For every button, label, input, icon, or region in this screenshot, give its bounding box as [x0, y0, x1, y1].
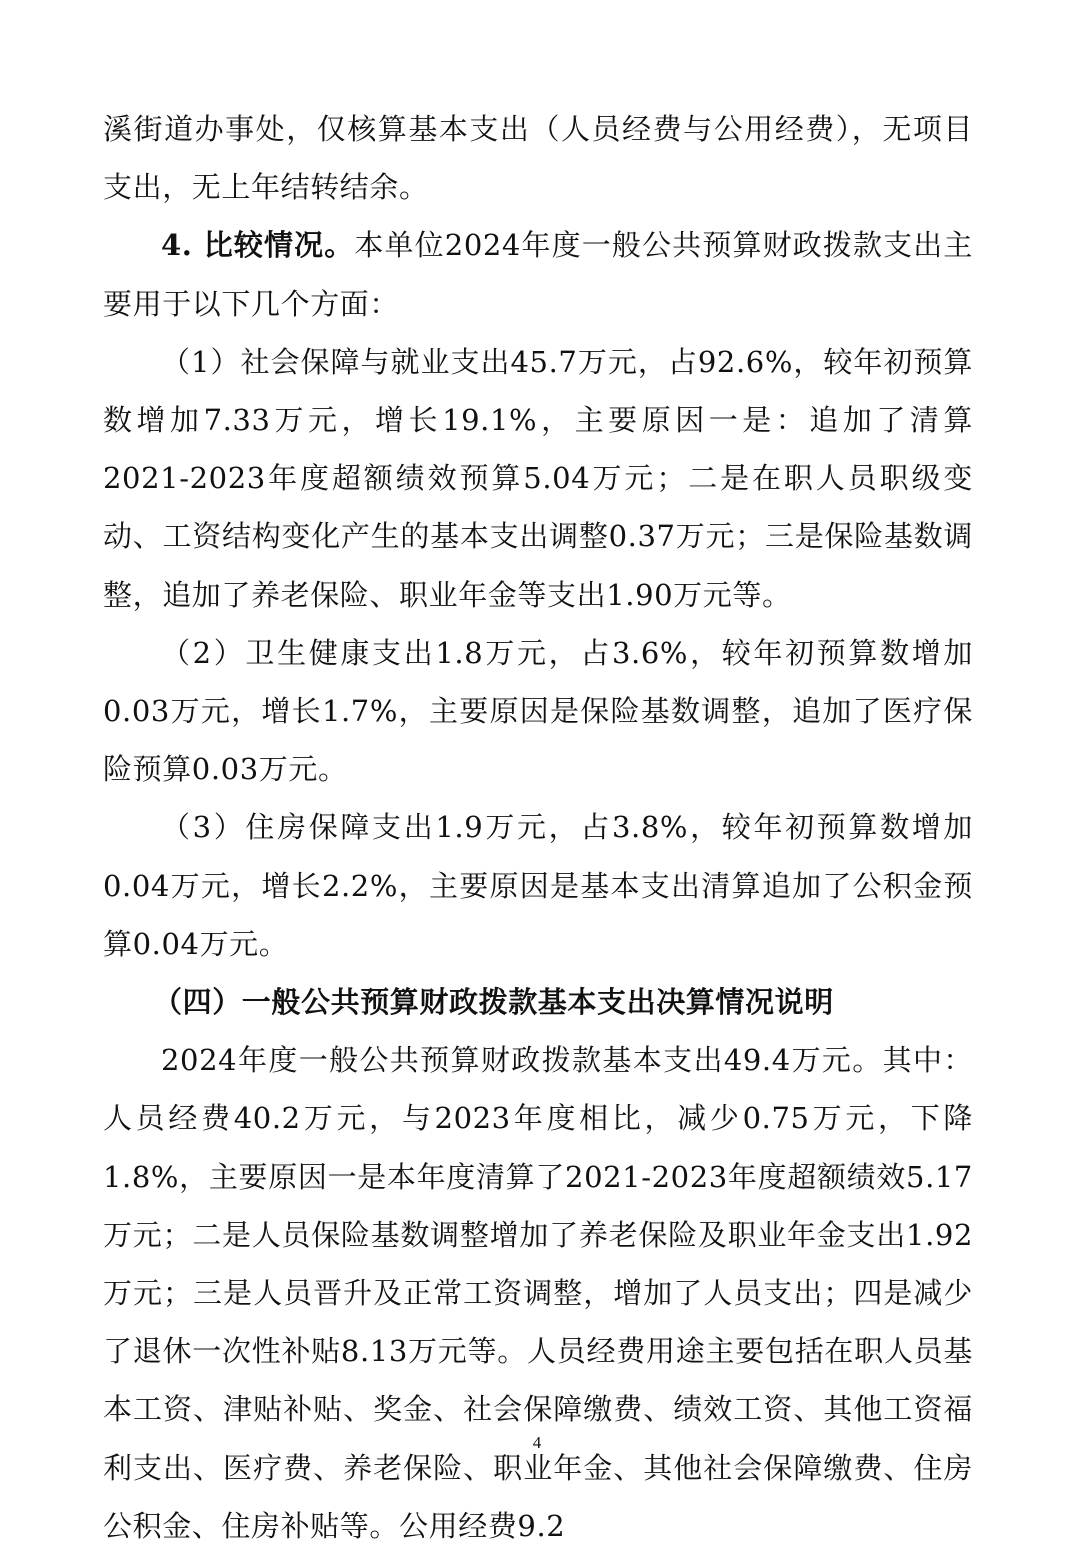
paragraph-comparison — [103, 216, 973, 332]
paragraph-basic-expenditure: 2024年度一般公共预算财政拨款基本支出49.4万元。其中：人员经费40.2万元，与2023年度相比，减少0.75万元，下降1.8%，主要原因一是本年度清算了2021-2023年度超额绩效5.17万元；二是人员保险基数调整增加了养老保险及职业年金支出1.92万元；三是人员晋升及正常工资调整，增加了人员支出；四是减少了退休一次性补贴8.13万元等。人员经费用途主要包括在职人员基本工资、津贴补贴、奖金、社会保障缴费、绩效工资、其他工资福利支出、医疗费、养老保险、职业年金、其他社会保障缴费、住房公积金、住房补贴等。公用经费9.2 — [103, 1043, 973, 1543]
comparison-body: 本单位2024年度一般公共预算财政拨款支出主要用于以下几个方面： — [103, 228, 973, 321]
paragraph-continuation: 溪街道办事处，仅核算基本支出（人员经费与公用经费），无项目支出，无上年结转结余。 — [103, 112, 973, 205]
paragraph-social-security: （1）社会保障与就业支出45.7万元，占92.6%，较年初预算数增加7.33万元，增长19.1%，主要原因一是：追加了清算2021-2023年度超额绩效预算5.04万元；二是在职人员职级变动、工资结构变化产生的基本支出调整0.37万元；三是保险基数调整，追加了养老保险、职业年金等支出1.90万元等。 — [103, 344, 973, 612]
document-body — [103, 100, 973, 1555]
section-heading: （四）一般公共预算财政拨款基本支出决算情况说明 — [153, 985, 834, 1020]
page-number: 4 — [532, 1433, 542, 1452]
paragraph-housing: （3）住房保障支出1.9万元，占3.8%，较年初预算数增加0.04万元，增长2.2%，主要原因是基本支出清算追加了公积金预算0.04万元。 — [103, 810, 973, 961]
paragraph-health: （2）卫生健康支出1.8万元，占3.6%，较年初预算数增加0.03万元，增长1.7%，主要原因是保险基数调整，追加了医疗保险预算0.03万元。 — [103, 635, 973, 787]
comparison-lead: 4. 比较情况。 — [161, 228, 355, 263]
